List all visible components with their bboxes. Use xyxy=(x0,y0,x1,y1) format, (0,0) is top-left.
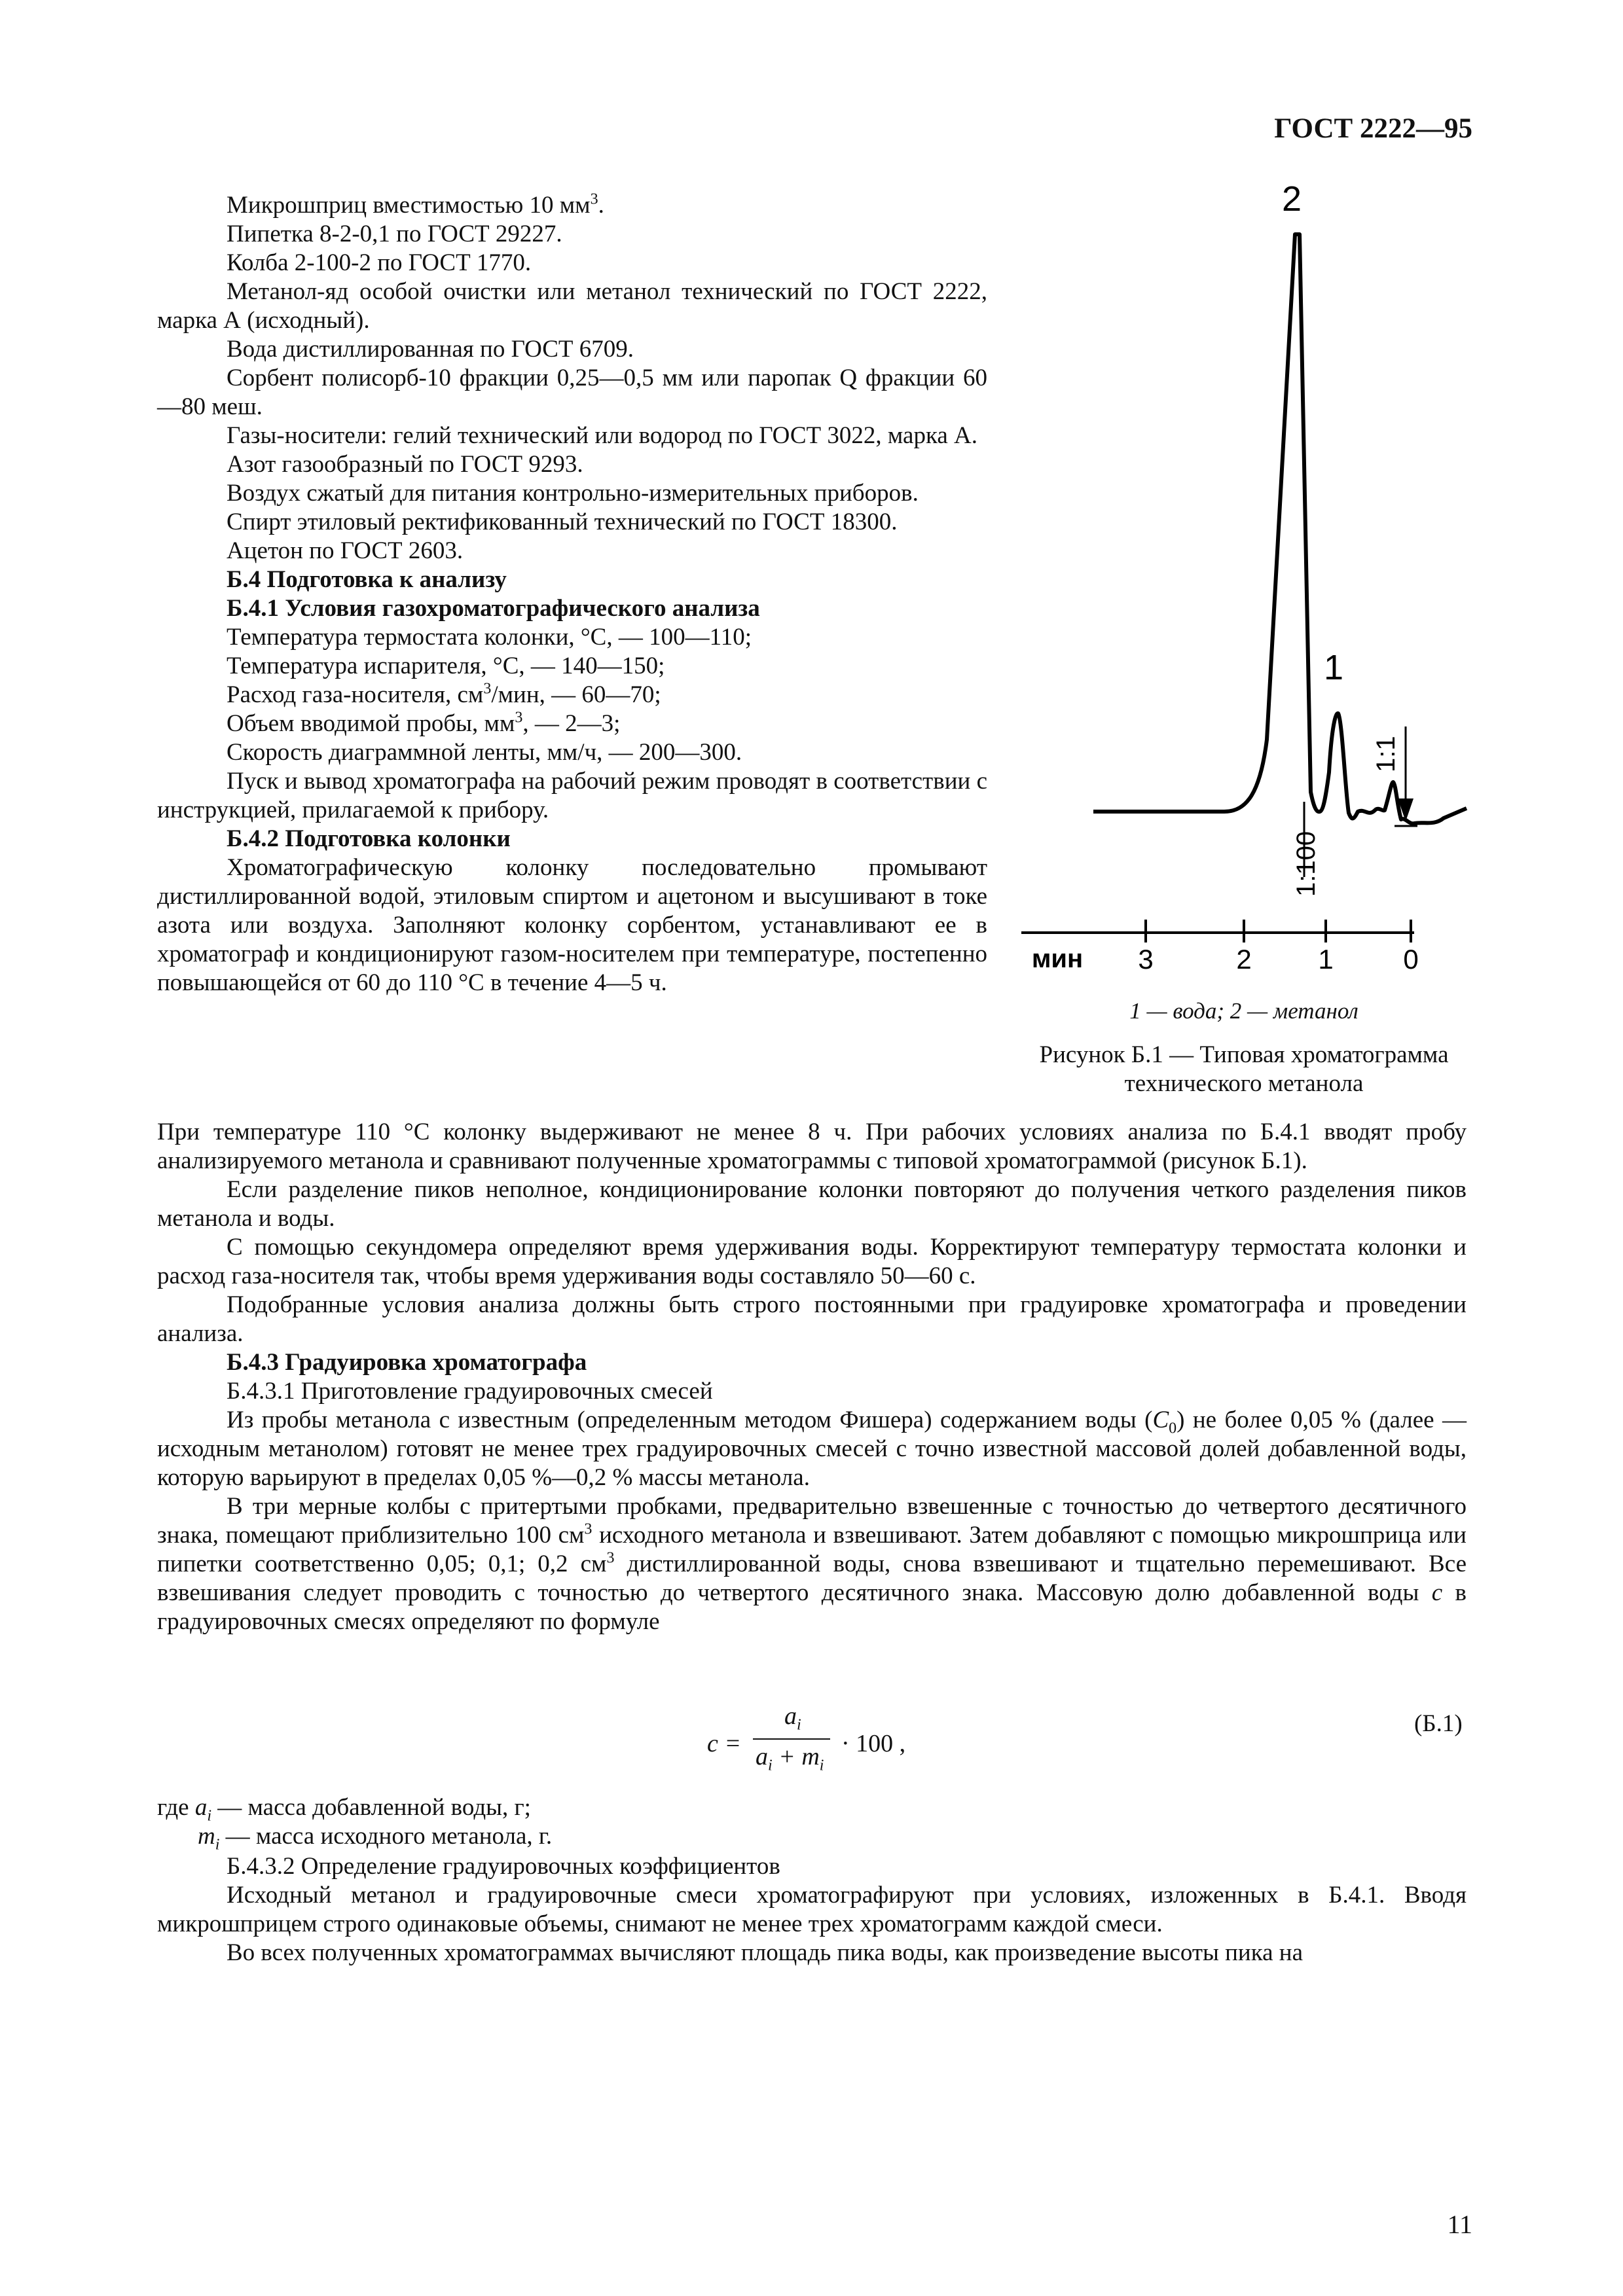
item-microsyringe: Микрошприц вместимостью 10 $мм^3$. xyxy=(227,190,604,219)
definition-ai: где $a_i$ — масса добавленной воды, г; xyxy=(157,1794,531,1825)
paragraph-peak-area: Во всех полученных хроматограммах вычисляют площадь пика воды, как произведение высоты пика на xyxy=(227,1939,1304,1966)
tick-label-3: 3 xyxy=(1138,944,1154,975)
section-heading: Б.4 Подготовка к анализу xyxy=(227,566,507,593)
paragraph-mixtures: Из пробы метанола с известным (определенным методом Фишера) содержанием воды $(C_0)$ не более 0,05 % (далее — исходным метанолом) готовят не менее трех градуировочных смесей с точно известной массовой долей добавленной воды, которую варьируют в пределах 0,05 %—0,2 % массы метанола. xyxy=(157,1407,1467,1491)
formula-rhs: · 100 , xyxy=(841,1730,906,1757)
coefficients-section xyxy=(157,1852,1467,1967)
page-number: 11 xyxy=(1447,2210,1472,2239)
condition-tape-speed: Скорость диаграммной ленты, мм/ч, — 200—300. xyxy=(227,739,742,766)
item-water: Вода дистиллированная по ГОСТ 6709. xyxy=(227,336,634,363)
formula-numerator: $a_i$ xyxy=(784,1702,801,1734)
figure-caption: Рисунок Б.1 — Типовая хроматограмма технического метанола xyxy=(1039,1041,1449,1097)
item-carrier-gas: Газы-носители: гелий технический или водород по ГОСТ 3022, марка А. xyxy=(227,422,978,449)
ratio-1-1-label: 1:1 xyxy=(1372,736,1400,772)
condition-gas-flow: Расход газа-носителя, $см^3$/мин, — 60—70; xyxy=(227,680,661,708)
tick-label-2: 2 xyxy=(1236,944,1252,975)
paragraph-constant: Подобранные условия анализа должны быть строго постоянными при градуировке хроматографа и проведении анализа. xyxy=(157,1291,1467,1347)
full-width-text xyxy=(157,1118,1467,1636)
condition-evaporator: Температура испарителя, °С, — 140—150; xyxy=(227,653,665,679)
item-methanol: Метанол-яд особой очистки или метанол технический по ГОСТ 2222, марка А (исходный). xyxy=(157,278,987,334)
variable-definitions xyxy=(157,1793,1467,1854)
peak-2-label: 2 xyxy=(1281,183,1302,219)
condition-thermostat: Температура термостата колонки, °С, — 100—110; xyxy=(227,624,752,651)
paragraph-startup: Пуск и вывод хроматографа на рабочий режим проводят в соответствии с инструкцией, прилагаемой к прибору. xyxy=(157,768,987,823)
tick-label-1: 1 xyxy=(1318,944,1334,975)
peak-1-label: 1 xyxy=(1323,648,1344,687)
item-sorbent: Сорбент полисорб-10 фракции 0,25—0,5 мм или паропак Q фракции 60—80 меш. xyxy=(157,365,987,420)
equation-number: (Б.1) xyxy=(1414,1710,1463,1737)
formula-fraction-bar xyxy=(753,1738,830,1740)
axis-unit-label: мин xyxy=(1031,944,1084,973)
paragraph-weighing: В три мерные колбы с притертыми пробками, предварительно взвешенные с точностью до четвертого десятичного знака, помещают приблизительно 100 $см^3$ исходного метанола и взвешивают. Затем добавляют с помощью микрошприца или пипетки соответственно 0,05; 0,1; 0,2 $см^3$ дистиллированной воды, снова взвешивают и тщательно перемешивают. Все взвешивания следует проводить с точностью до четвертого десятичного знака. Массовую долю добавленной воды c в градуировочных смесях определяют по формуле xyxy=(157,1493,1467,1635)
subsection-heading-column: Б.4.2 Подготовка колонки xyxy=(227,825,511,852)
subsubsection-mixtures: Б.4.3.1 Приготовление градуировочных смесей xyxy=(227,1378,713,1405)
subsubsection-coefficients: Б.4.3.2 Определение градуировочных коэффициентов xyxy=(227,1853,780,1880)
chromatogram-plot xyxy=(1008,183,1480,995)
definition-mi: $m_i$ — масса исходного метанола, г. xyxy=(198,1823,553,1854)
item-acetone: Ацетон по ГОСТ 2603. xyxy=(227,537,464,564)
condition-sample-volume: Объем вводимой пробы, $мм^3$, — 2—3; xyxy=(227,709,621,737)
figure-legend: 1 — вода; 2 — метанол xyxy=(1129,998,1359,1024)
tick-label-0: 0 xyxy=(1403,944,1419,975)
chromatogram-figure xyxy=(1008,183,1480,1113)
formula-denominator: $a_i + m_i$ xyxy=(756,1743,824,1774)
item-nitrogen: Азот газообразный по ГОСТ 9293. xyxy=(227,451,583,478)
item-pipette: Пипетка 8-2-0,1 по ГОСТ 29227. xyxy=(227,221,562,247)
standard-code: ГОСТ 2222—95 xyxy=(1274,113,1472,144)
item-air: Воздух сжатый для питания контрольно-измерительных приборов. xyxy=(227,480,919,507)
subsection-heading-calibration: Б.4.3 Градуировка хроматографа xyxy=(227,1349,587,1376)
formula-b1 xyxy=(707,1702,969,1793)
item-flask: Колба 2-100-2 по ГОСТ 1770. xyxy=(227,249,532,276)
paragraph-retention: С помощью секундомера определяют время удерживания воды. Корректируют температуру термостата колонки и расход газа-носителя так, чтобы время удерживания воды составляло 50—60 с. xyxy=(157,1234,1467,1289)
left-column-text xyxy=(157,191,987,997)
item-ethanol: Спирт этиловый ректификованный технический по ГОСТ 18300. xyxy=(227,509,898,535)
paragraph-conditioning: При температуре 110 °С колонку выдерживают не менее 8 ч. При рабочих условиях анализа по Б.4.1 вводят пробу анализируемого метанола и сравнивают полученные хроматограммы с типовой хроматограммой (рисунок Б.1). xyxy=(157,1119,1467,1174)
paragraph-column-prep: Хроматографическую колонку последовательно промывают дистиллированной водой, этиловым спиртом и ацетоном и высушивают в токе азота или воздуха. Заполняют колонку сорбентом, устанавливают ее в хроматограф и кондиционируют газом-носителем при температуре, постепенно повышающейся от 60 до 110 °С в течение 4—5 ч. xyxy=(157,854,987,996)
paragraph-separation: Если разделение пиков неполное, кондиционирование колонки повторяют до получения четкого разделения пиков метанола и воды. xyxy=(157,1176,1467,1232)
ratio-1-100-label: 1:100 xyxy=(1292,831,1321,897)
paragraph-chromatograph: Исходный метанол и градуировочные смеси хроматографируют при условиях, изложенных в Б.4.1. Вводя микрошприцем строго одинаковые объемы, снимают не менее трех хроматограмм каждой смеси. xyxy=(157,1882,1467,1937)
chromatogram-trace xyxy=(1093,234,1467,823)
subsection-heading: Б.4.1 Условия газохроматографического анализа xyxy=(227,595,760,622)
formula-lhs: c = xyxy=(707,1730,742,1757)
